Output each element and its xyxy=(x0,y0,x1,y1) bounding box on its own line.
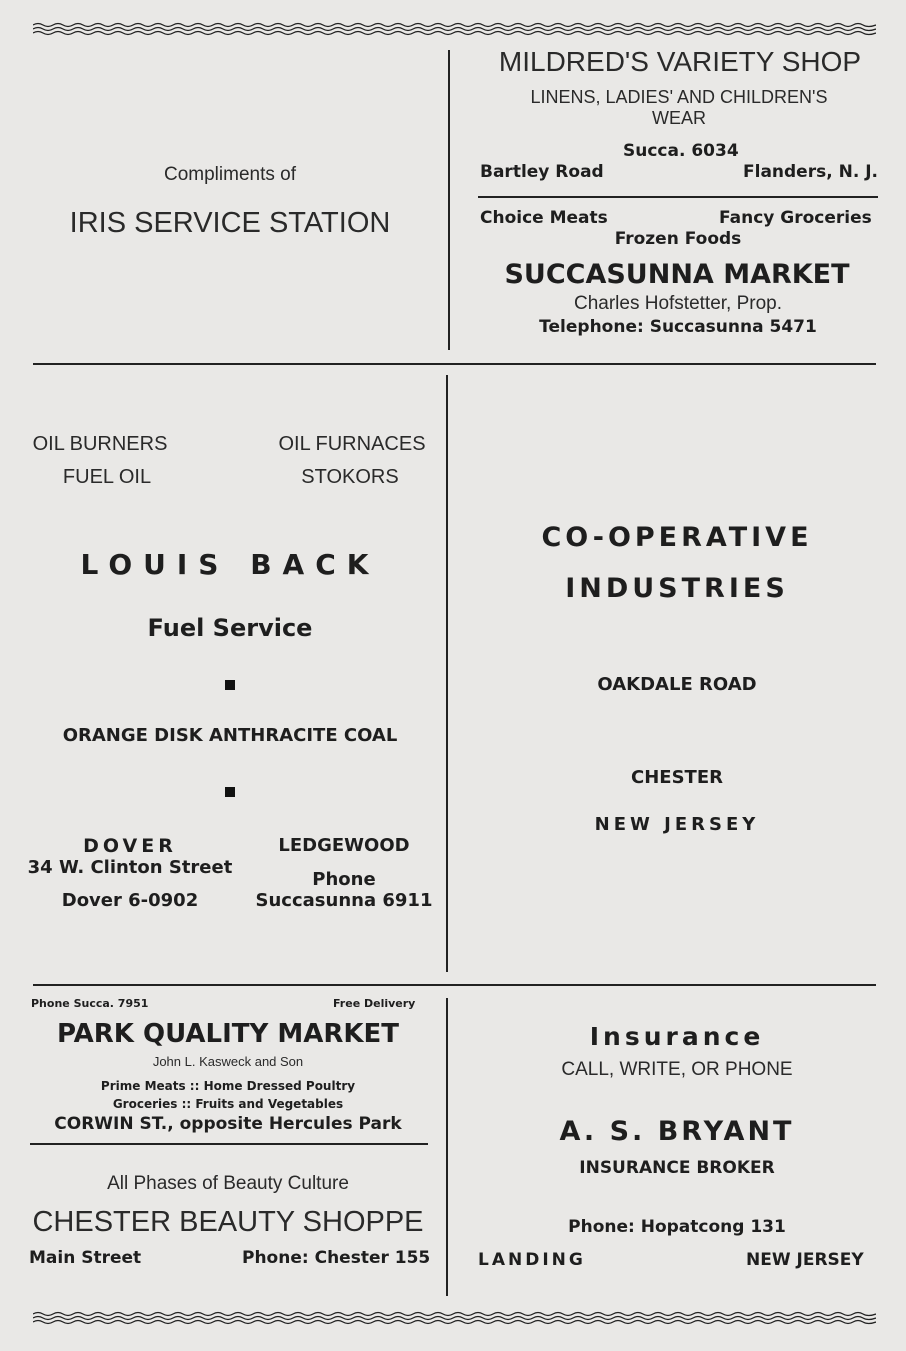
succasunna-center: Frozen Foods xyxy=(614,229,742,249)
bryant-call: CALL, WRITE, OR PHONE xyxy=(561,1059,793,1080)
succasunna-left: Choice Meats xyxy=(480,208,608,228)
horizontal-divider-2 xyxy=(33,984,876,986)
top-decorative-border xyxy=(33,22,876,36)
iris-name: IRIS SERVICE STATION xyxy=(69,207,391,239)
succasunna-prop: Charles Hofstetter, Prop. xyxy=(573,293,783,314)
mildreds-name: MILDRED'S VARIETY SHOP xyxy=(498,46,862,77)
louis-ledge-phone-label: Phone xyxy=(312,869,376,890)
louis-ledge-phone: Succasunna 6911 xyxy=(255,890,433,911)
louis-name: LOUIS BACK xyxy=(80,548,380,581)
park-owner: John L. Kasweck and Son xyxy=(152,1054,304,1069)
bottom-decorative-border xyxy=(33,1311,876,1325)
mildreds-line1: LINENS, LADIES' AND CHILDREN'S xyxy=(530,87,828,107)
park-phone: Phone Succa. 7951 xyxy=(31,997,149,1010)
louis-dover-street: 34 W. Clinton Street xyxy=(27,857,233,878)
bryant-state: NEW JERSEY xyxy=(746,1250,864,1270)
beauty-phone: Phone: Chester 155 xyxy=(242,1248,431,1268)
park-name: PARK QUALITY MARKET xyxy=(56,1019,400,1049)
vertical-divider-middle xyxy=(446,375,448,972)
beauty-name: CHESTER BEAUTY SHOPPE xyxy=(32,1206,424,1238)
succasunna-name: SUCCASUNNA MARKET xyxy=(504,259,850,290)
park-line1: Prime Meats :: Home Dressed Poultry xyxy=(100,1079,356,1093)
louis-item-fuel-oil: FUEL OIL xyxy=(62,466,152,488)
louis-dover-town: DOVER xyxy=(83,835,177,857)
mildreds-phone: Succa. 6034 xyxy=(623,141,739,161)
beauty-tagline: All Phases of Beauty Culture xyxy=(107,1173,349,1194)
mildreds-line2: WEAR xyxy=(652,108,706,128)
bryant-title: INSURANCE BROKER xyxy=(579,1158,775,1178)
mildreds-road: Bartley Road xyxy=(480,162,604,182)
louis-item-oil-burners: OIL BURNERS xyxy=(32,433,168,455)
bullet-square-icon xyxy=(225,680,235,690)
vertical-divider-top xyxy=(448,50,450,350)
coop-line2: INDUSTRIES xyxy=(565,573,789,604)
succasunna-right: Fancy Groceries xyxy=(719,208,872,228)
bullet-square-icon xyxy=(225,787,235,797)
vertical-divider-bottom xyxy=(446,998,448,1296)
bryant-name: A. S. BRYANT xyxy=(559,1116,795,1147)
louis-ledge-town: LEDGEWOOD xyxy=(278,835,410,856)
coop-line1: CO-OPERATIVE xyxy=(541,522,813,553)
louis-item-stokors: STOKORS xyxy=(301,466,399,488)
coop-town: CHESTER xyxy=(631,767,723,788)
louis-dover-phone: Dover 6-0902 xyxy=(61,890,199,911)
louis-service: Fuel Service xyxy=(147,614,313,642)
park-address: CORWIN ST., opposite Hercules Park xyxy=(54,1114,402,1134)
louis-coal: ORANGE DISK ANTHRACITE COAL xyxy=(62,725,398,746)
bryant-phone: Phone: Hopatcong 131 xyxy=(568,1217,786,1237)
succasunna-phone: Telephone: Succasunna 5471 xyxy=(539,317,817,337)
beauty-street: Main Street xyxy=(29,1248,142,1268)
mildreds-town: Flanders, N. J. xyxy=(743,162,878,182)
bryant-town: LANDING xyxy=(478,1250,586,1270)
park-divider xyxy=(30,1143,428,1145)
park-delivery: Free Delivery xyxy=(333,997,416,1010)
coop-road: OAKDALE ROAD xyxy=(597,674,757,695)
mildreds-divider xyxy=(478,196,878,198)
coop-state: NEW JERSEY xyxy=(594,814,760,835)
park-line2: Groceries :: Fruits and Vegetables xyxy=(112,1097,344,1111)
bryant-insurance: Insurance xyxy=(589,1022,765,1051)
louis-item-oil-furnaces: OIL FURNACES xyxy=(278,433,426,455)
horizontal-divider-1 xyxy=(33,363,876,365)
iris-compliments: Compliments of xyxy=(164,164,296,185)
